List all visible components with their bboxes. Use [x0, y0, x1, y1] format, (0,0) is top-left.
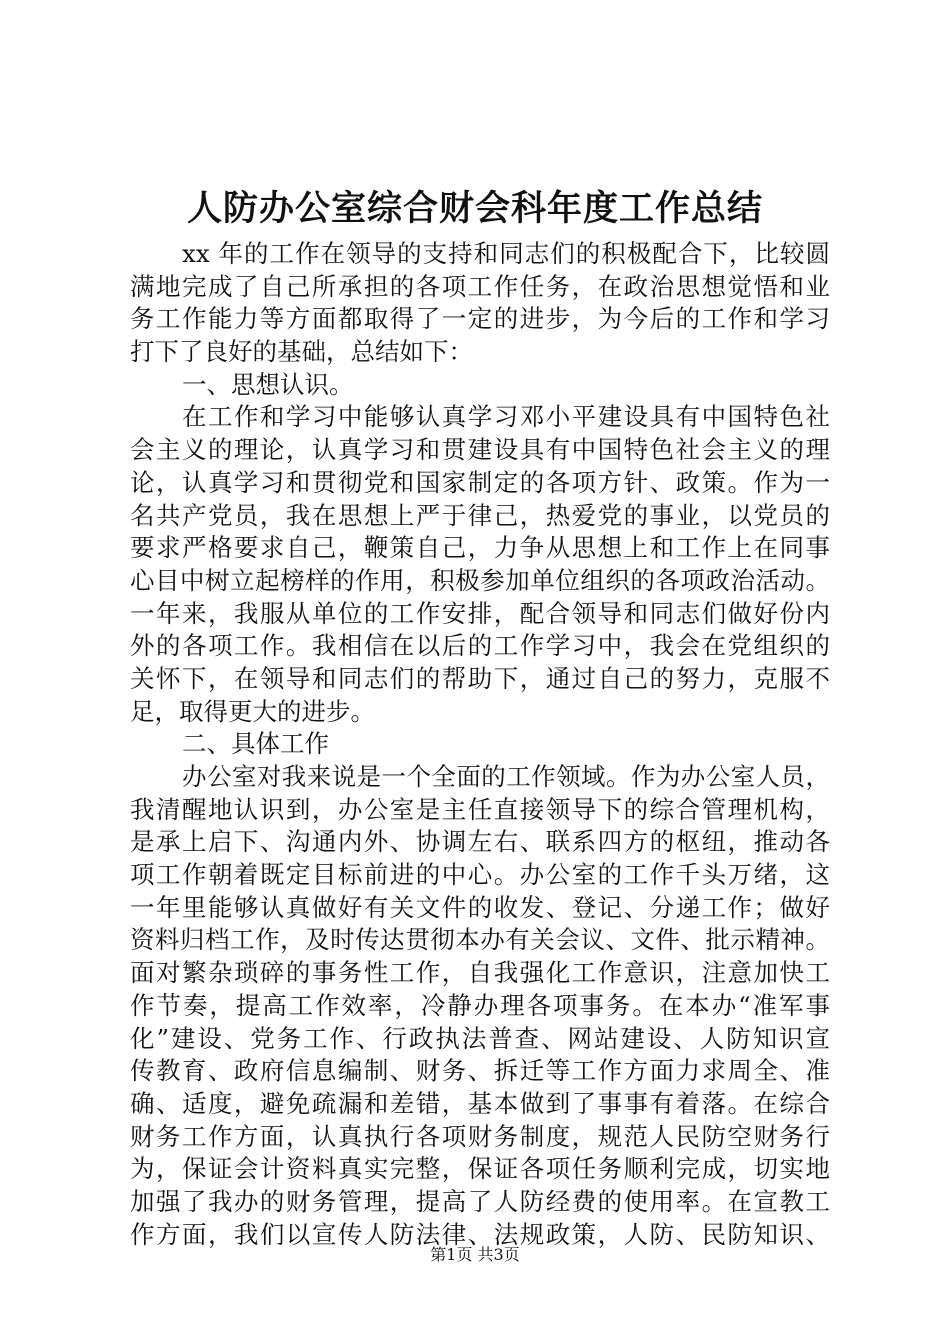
text-line: 一年来，我服从单位的工作安排，配合领导和同志们做好份内: [130, 598, 830, 628]
text-line: 满地完成了自己所承担的各项工作任务，在政治思想觉悟和业: [130, 271, 830, 301]
text-line: 名共产党员，我在思想上严于律己，热爱党的事业，以党员的: [130, 500, 830, 530]
text-line: 加强了我办的财务管理，提高了人防经费的使用率。在宣教工: [130, 1186, 830, 1216]
section-heading: 二、具体工作: [182, 729, 329, 759]
text-line: 我清醒地认识到，办公室是主任直接领导下的综合管理机构，: [130, 794, 830, 824]
text-line: 传教育、政府信息编制、财务、拆迁等工作方面力求周全、准: [130, 1056, 830, 1086]
text-line: 论，认真学习和贯彻党和国家制定的各项方针、政策。作为一: [130, 467, 830, 497]
text-line: 确、适度，避免疏漏和差错，基本做到了事事有着落。在综合: [130, 1088, 830, 1118]
text-line: 资料归档工作，及时传达贯彻本办有关会议、文件、批示精神。: [130, 925, 830, 955]
section-heading: 一、思想认识。: [182, 369, 354, 399]
text-line: 一年里能够认真做好有关文件的收发、登记、分递工作；做好: [130, 892, 830, 922]
page-number-footer: 第1页 共3页: [430, 1245, 520, 1264]
text-line: xx 年的工作在领导的支持和同志们的积极配合下，比较圆: [182, 239, 830, 268]
text-line: 在工作和学习中能够认真学习邓小平建设具有中国特色社: [182, 402, 830, 432]
text-line: 作节奏，提高工作效率，冷静办理各项事务。在本办“准军事: [130, 990, 830, 1020]
text-line: 足，取得更大的进步。: [130, 696, 375, 726]
text-line: 项工作朝着既定目标前进的中心。办公室的工作千头万绪，这: [130, 860, 830, 890]
text-line: 是承上启下、沟通内外、协调左右、联系四方的枢纽，推动各: [130, 827, 830, 857]
text-line: 财务工作方面，认真执行各项财务制度，规范人民防空财务行: [130, 1121, 830, 1151]
text-line: 作方面，我们以宣传人防法律、法规政策，人防、民防知识、: [130, 1219, 830, 1249]
text-line: 外的各项工作。我相信在以后的工作学习中，我会在党组织的: [130, 631, 830, 661]
text-line: 面对繁杂琐碎的事务性工作，自我强化工作意识，注意加快工: [130, 958, 830, 988]
text-line: 要求严格要求自己，鞭策自己，力争从思想上和工作上在同事: [130, 533, 830, 563]
text-line: 心目中树立起榜样的作用，积极参加单位组织的各项政治活动。: [130, 565, 830, 595]
text-line: 化”建设、党务工作、行政执法普查、网站建设、人防知识宣: [130, 1023, 830, 1053]
text-line: 办公室对我来说是一个全面的工作领域。作为办公室人员，: [182, 762, 830, 791]
document-title: 人防办公室综合财会科年度工作总结: [186, 188, 763, 229]
text-line: 关怀下，在领导和同志们的帮助下，通过自己的努力，克服不: [130, 663, 830, 693]
document-body: [130, 238, 830, 1251]
text-line: 为，保证会计资料真实完整，保证各项任务顺利完成，切实地: [130, 1154, 830, 1184]
text-line: 打下了良好的基础，总结如下：: [130, 337, 473, 367]
text-line: 会主义的理论，认真学习和贯建设具有中国特色社会主义的理: [130, 435, 830, 465]
text-line: 务工作能力等方面都取得了一定的进步，为今后的工作和学习: [130, 304, 830, 334]
